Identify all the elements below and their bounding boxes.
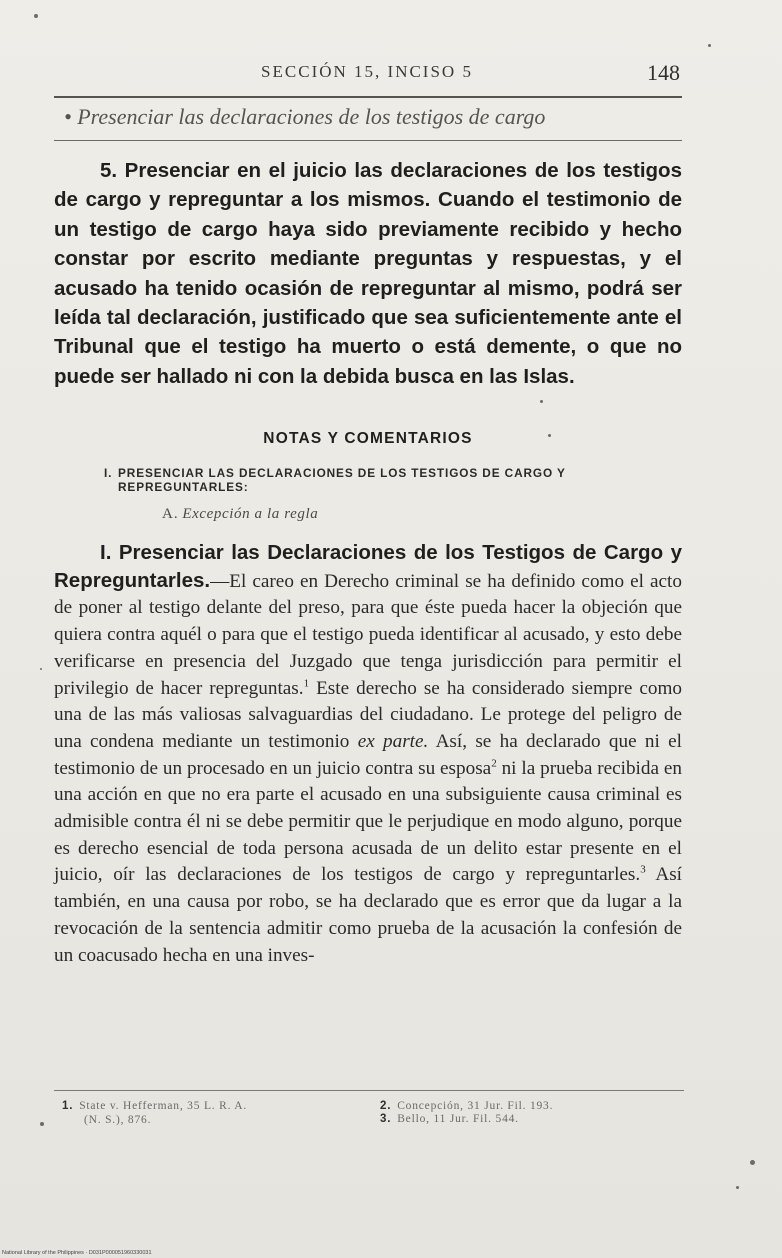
paragraph-segment-5: Así también, en una causa por robo, se ha declarado que es error que da lugar a la revocación de la sentencia admitir como prueba de la acusación la confesión de un coacusado hecha en una inves-	[54, 864, 682, 966]
paragraph-segment-2: Este derecho se ha considerado siempre como una de las más valiosas salvaguardias del ciudadano. Le protege del peligro de una condena mediante un testimonio	[54, 677, 683, 752]
paper-speck	[34, 14, 38, 18]
running-subtitle: • Presenciar las declaraciones de los testigos de cargo	[64, 104, 546, 129]
footnote-ref-2[interactable]: 2	[491, 757, 497, 770]
footnote-1-text: State v. Hefferman, 35 L. R. A.	[79, 1100, 248, 1112]
paragraph-segment-4: ni la prueba recibida en una acción en que no era parte el acusado en una subsiguiente causa criminal es admisible contra él ni se debe permitir que le perjudique en modo alguno, porque es derecho esencial de toda persona acusada de un delito estar presente en el juicio, oír las declaraciones de los testigos de cargo y repreguntarles.	[54, 757, 682, 886]
outline-title: PRESENCIAR LAS DECLARACIONES DE LOS TESTIGOS DE CARGO Y REPREGUNTARLES:	[118, 466, 566, 494]
notes-heading: NOTAS Y COMENTARIOS	[263, 430, 473, 447]
paper-speck	[736, 1186, 739, 1189]
page-number: 148	[647, 60, 680, 85]
subtitle-text: Presenciar las declaraciones de los testigos de cargo	[77, 104, 546, 129]
footnote-ref-1[interactable]: 1	[303, 677, 310, 690]
paper-speck	[40, 1122, 44, 1126]
commentary-paragraph	[54, 540, 682, 969]
footnote-1-number: 1.	[62, 1100, 74, 1112]
footnote-ref-3[interactable]: 3	[640, 864, 646, 877]
latin-term: ex parte.	[357, 730, 429, 752]
paper-speck	[750, 1160, 755, 1165]
scan-credit: National Library of the Philippines · D031P000051960330031	[2, 1250, 152, 1256]
header-rule-bottom	[54, 140, 682, 141]
footnote-1-continuation: (N. S.), 876.	[84, 1113, 152, 1126]
footnote-3-number: 3.	[380, 1113, 392, 1125]
footnote-1	[62, 1100, 372, 1127]
notes-outline-item	[104, 466, 684, 494]
footnote-2-text: Concepción, 31 Jur. Fil. 193.	[397, 1100, 554, 1112]
footnote-rule	[54, 1090, 684, 1091]
paragraph-segment-3: Así, se ha declarado que ni el testimonio de un procesado en un juicio contra su esposa	[54, 730, 682, 779]
footnote-3	[380, 1113, 519, 1127]
paper-speck	[540, 400, 543, 403]
paper-speck	[708, 44, 711, 47]
header-rule-top	[54, 96, 682, 98]
footnote-3-text: Bello, 11 Jur. Fil. 544.	[397, 1113, 519, 1125]
outline-number: I.	[104, 466, 113, 480]
run-in-heading: I. Presenciar las Declaraciones de los Testigos de Cargo y Repreguntarles.	[54, 541, 682, 592]
paper-speck	[548, 434, 551, 437]
article-text: 5. Presenciar en el juicio las declaraciones de los testigos de cargo y repreguntar a los mismos. Cuando el testimonio de un testigo de cargo haya sido previamente recibido y hecho constar por escrito mediante preguntas y respuestas, y el acusado ha tenido ocasión de repreguntar al mismo, podrá ser leída tal declaración, justificado que sea suficientemente ante el Tribunal que el testigo ha muerto o está demente, o que no puede ser hallado ni con la debida busca en las Islas.	[54, 159, 682, 388]
outline-sub-text: Excepción a la regla	[182, 506, 319, 522]
section-label: SECCIÓN 15, INCISO 5	[261, 62, 473, 81]
outline-subitem	[162, 506, 318, 523]
footnote-2-number: 2.	[380, 1100, 392, 1112]
paper-speck	[40, 668, 42, 670]
running-head	[52, 62, 682, 92]
outline-sub-letter: A.	[162, 506, 179, 522]
paragraph-segment-1: —El careo en Derecho criminal se ha definido como el acto de poner al testigo delante del preso, para que éste pueda hacer la objeción que quiera contra aquél o para que el testigo pueda identificar al acusado, y esto debe verificarse en presencia del Juzgado que tenga jurisdicción para permitir el privilegio de hacer repreguntas.	[54, 570, 682, 699]
footnote-2	[380, 1100, 553, 1114]
